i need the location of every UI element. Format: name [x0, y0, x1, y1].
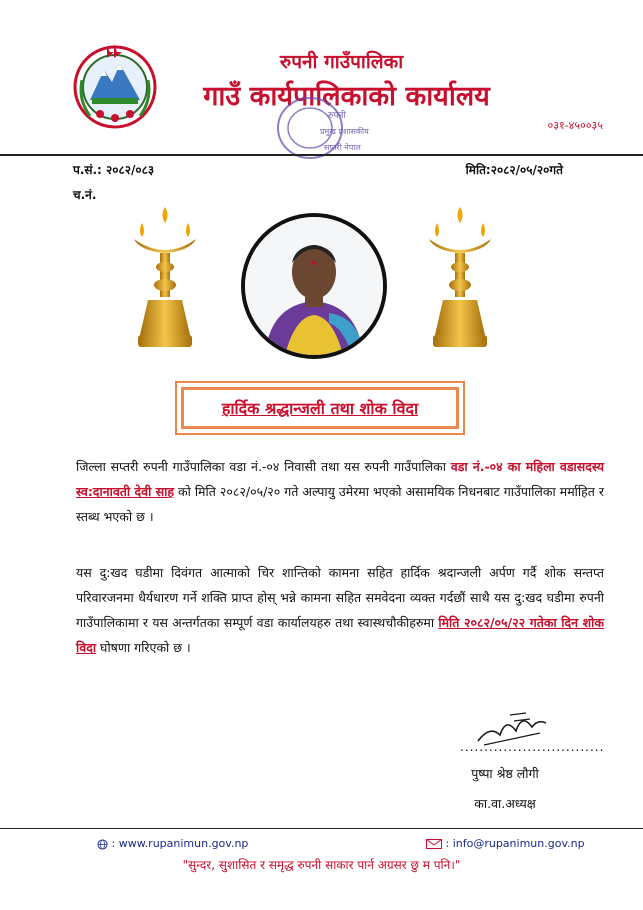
- para1-ward-member: वडा नं.-०४ का महिला वडासदस्य: [450, 459, 604, 474]
- paragraph-announcement: [76, 454, 604, 529]
- para1-text-2: को मिति २०८२/०५/२० गते अल्पायु उमेरमा भएको असामयिक निधनबाट गाउँपालिका मर्माहित र स्तब्ध भएको छ ।: [76, 484, 604, 524]
- footer-email: [426, 837, 585, 850]
- dispatch-number: च.नं.: [73, 188, 97, 202]
- stamp-line-1: रुपनी: [328, 111, 346, 121]
- footer-website: [97, 837, 248, 850]
- portrait-photo: [241, 213, 387, 359]
- signer-title: का.वा.अध्यक्ष: [474, 796, 536, 811]
- para2-leave-date: मिति २०८२/०५/२२ गतेका दिन शोक विदा: [76, 615, 605, 655]
- website-link[interactable]: : www.rupanimun.gov.np: [111, 837, 249, 850]
- para1-text-1: जिल्ला सप्तरी रुपनी गाउँपालिका वडा नं.-०४ निवासी तथा यस रुपनी गाउँपालिका: [76, 459, 451, 474]
- footer-divider: [0, 828, 643, 829]
- signer-name: पुष्पा श्रेष्ठ लौगी: [471, 766, 539, 781]
- phone-number: ०३१-४५००३५: [547, 119, 603, 132]
- envelope-icon: [426, 839, 442, 849]
- portrait-illustration: [245, 217, 383, 355]
- oil-lamp-right-icon: [425, 205, 495, 355]
- condolence-heading: हार्दिक श्रद्धान्जली तथा शोक विदा: [181, 387, 459, 429]
- signature-line: ..............................: [460, 740, 605, 754]
- para2-text-1: यस दु:खद घडीमा दिवंगत आत्माको चिर शान्तिको कामना सहित हार्दिक श्रदान्जली अर्पण गर्दै शोक सन्तप्त परिवारजनमा धैर्यधारण गर्ने शक्ति प्राप्त होस् भन्ने कामना सहित समवेदना व्यक्त गर्दछौं साथै यस दु:खद घडीमा रुपनी गाउँपालिकामा र यस अन्तर्गतका सम्पूर्ण वडा कार्यालयहरु तथा स्वास्थचौकीहरुमा: [76, 565, 604, 630]
- municipality-name: रुपनी गाउँपालिका: [279, 51, 404, 73]
- header-divider: [0, 154, 643, 156]
- reference-number: प.सं.: २०८२/०८३: [73, 163, 155, 177]
- para1-deceased-name: स्व:दानावती देवी साह: [76, 484, 175, 499]
- office-title: गाउँ कार्यपालिकाको कार्यालय: [203, 81, 490, 112]
- paragraph-condolence: [76, 560, 604, 660]
- letter-date: मिति:२०८२/०५/२०गते: [465, 163, 563, 177]
- globe-icon: [97, 839, 108, 850]
- heading-frame: [175, 381, 465, 435]
- stamp-line-3: सप्तरी नेपाल: [324, 143, 361, 152]
- stamp-line-2: प्रमुख प्रशासकीय: [320, 127, 369, 136]
- email-link[interactable]: : info@rupanimun.gov.np: [445, 837, 585, 850]
- footer-slogan: "सुन्दर, सुशासित र समृद्ध रुपनी साकार पार्न अग्रसर छु म पनि।": [182, 858, 461, 872]
- oil-lamp-left-icon: [130, 205, 200, 355]
- para2-text-2: घोषणा गरिएको छ ।: [96, 640, 191, 655]
